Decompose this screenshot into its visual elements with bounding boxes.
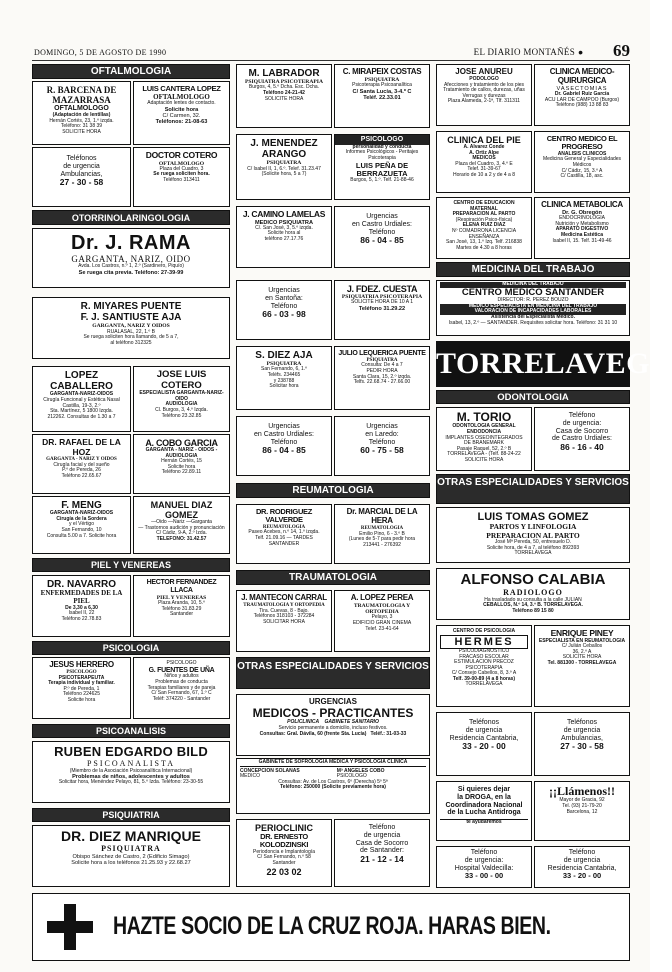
ad-julio-lequerica: JULIO LEQUERICA PUENTE PSIQUIATRA Consulta: De 4 a 7 PEDIR HORA Santa Clara, 15, 2.º izqda. Telfs. 22.68.74 - 27.66.00 — [334, 346, 430, 410]
ad-urgencia-ambulancias-2: Teléfonos de urgencia Ambulancias, 27 - 30 - 58 — [534, 712, 630, 776]
ad-urgencia-valdecilla: Teléfono de urgencia: Hospital Valdecilla: 33 - 00 - 00 — [436, 846, 532, 888]
ad-clinica-medico-quirurgica: CLINICA MEDICO-QUIRURGICA VASECTOMIAS Dr. Gabriel Ruiz García ACU LAR DE CAMPOO (Burgos) Teléfono (988) 13 88 83 — [534, 64, 630, 126]
ad-alfonso-calabia: ALFONSO CALABIA RADIOLOGO Ha trasladado su consulta a la calle JULIAN CEBALLOS, N.º 14, 3.º B. TORRELAVEGA. Teléfono 89 15 80 — [436, 568, 630, 620]
band-otras-especialidades: OTRAS ESPECIALIDADES Y SERVICIOS — [236, 657, 430, 689]
ad-lopez-caballero: LOPEZ CABALLERO GARGANTA-NARIZ-OIDOS Cirugía Funcional y Estética Nasal Castilla, 19-3, 2.º Sta. Martínez, 5 1800 Izqda. 212262. Consultas de 1.30 a 7 — [32, 366, 131, 432]
ad-rodriguez-valverde: DR. RODRIGUEZ VALVERDE REUMATOLOGIA Paseo Acebes, n.º 14, 1.º izqda. Telf. 21.09.16 — TARDES SANTANDER — [236, 504, 332, 564]
ad-jose-anureu: JOSE ANUREU PODOLOGO Afecciones y tratamiento de los pies Tratamiento de callos, durezas, uñas Verrugas y durezas Plaza Alameda, 2-1ª, Tlf. 311311 — [436, 64, 532, 126]
red-cross-icon — [47, 904, 93, 950]
band-reumatologia: REUMATOLOGIA — [236, 483, 430, 498]
ad-diaz-gomez: MANUEL DIAZ GOMEZ —Oido —Nariz —Garganta — Trastornos audición y pronunciación C/ Cádiz, 9-A, 2.º Izda. TELEFONO: 31.42.57 — [133, 496, 230, 554]
ad-torio: M. TORIO ODONTOLOGIA GENERAL ENDODONCIA IMPLANTES OSEOINTEGRADOS DE BRANEMARK Pasaje Raquel, 52, 2.º B TORRELAVEGA - (Telf. 88-24-22 SOLICITE HORA — [436, 407, 532, 471]
ad-enrique-piney: ENRIQUE PINEY ESPECIALISTA EN REUMATOLOGIA C/ Julián Ceballos 36, 2.º A SOLICITE HORA Tel. 881300 - TORRELAVEGA — [534, 625, 630, 707]
ad-urgencia-residencia-2: Teléfono de urgencia Residencia Cantabria, 33 - 20 - 00 — [534, 846, 630, 888]
band-otorrino: OTORRINOLARINGOLOGIA — [32, 210, 230, 225]
header-newspaper: EL DIARIO MONTAÑÉS — [473, 47, 575, 57]
ad-gabinete-sofrologia: GABINETE DE SOFROLOGIA MEDICA Y PSICOLOGIA CLINICA CONCEPCION SOLANAS MEDICO Mª ANGELES COBO PSICOLOGO Consultas: Av. de Los Castros, 6º (Derecha) 5º 5ª Teléfono: 250000 (Solicite previamente hora) — [236, 758, 430, 814]
ad-clinica-del-pie: CLINICA DEL PIE A. Alvarez Conde A. Ortiz Alpe MEDICOS Plaza del Cuadro, 3, 4.º E Telef. 31-39-67 Horario de 10 a 2 y de 4 a 8 — [436, 131, 532, 193]
ad-centro-hermes: CENTRO DE PSICOLOGIA HERMES PSICODIAGNOSTICO FRACASO ESCOLAR ESTIMULACION PRECOZ PSICOTERAPIA C/ Consejo Cabellos, 8, 3.º A Telf. 39-00-89 (4 a 8 horas) TORRELAVEGA — [436, 625, 532, 707]
ad-navarro: DR. NAVARRO ENFERMEDADES DE LA PIEL De 3,30 a 6,30 Isabel II, 22 Teléfono 22.78.83 — [32, 575, 131, 637]
header-bullet: • — [578, 44, 583, 60]
band-oftalmologia: OFTALMOLOGIA — [32, 64, 230, 79]
ad-droga: Si quieres dejar la DROGA, en la Coordinadora Nacional de la Lucha Antidroga te ayudaremos — [436, 781, 532, 841]
ad-perioclinic: PERIOCLINIC DR. ERNESTO KOLODZINSKI Periodoncia e Implantología C/ San Fernando, n.º 58 Santander 22 03 02 — [236, 819, 332, 887]
page-header — [0, 0, 650, 62]
ad-fuentes-de-una: PSICOLOGO G. FUENTES DE UÑA Niños y adultos Problemas de conducta Terapias familiares y de pareja C/ San Fernando, 67, 1.º C Teléf: 374220 - Santander — [133, 657, 230, 719]
header-rule — [32, 60, 630, 61]
ad-urgencia-ambulancias: Teléfonos de urgencia Ambulancias, 27 - 30 - 58 — [32, 147, 131, 207]
ad-jesus-herrero: JESUS HERRERO PSICOLOGO PSICOTERAPEUTA Terapia individual y familiar. P.º de Pereda, 1 Teléfono 224625 Solicite hora — [32, 657, 131, 719]
ad-cantera: LUIS CANTERA LOPEZ OFTALMOLOGO Adaptación lentes de contacto. Solicite hora C/ Carmen, 32. Teléfonos: 21-08-63 — [133, 81, 230, 145]
band-traumatologia: TRAUMATOLOGIA — [236, 570, 430, 585]
ad-urgencia-residencia: Teléfonos de urgencia Residencia Cantabria, 33 - 20 - 00 — [436, 712, 532, 776]
ad-urgencias-castro: Urgencias en Castro Urdiales: Teléfono 86 - 04 - 85 — [334, 206, 430, 268]
ad-urgencias-castro-2: Urgencias en Castro Urdiales: Teléfono 86 - 04 - 85 — [236, 416, 332, 476]
ad-de-la-hoz: DR. RAFAEL DE LA HOZ GARGANTA - NARIZ Y OIDOS Cirugía facial y del sueño P.º de Pereda, 26 Teléfono 22.65.67 — [32, 434, 131, 494]
ad-lopez-perea: A. LOPEZ PEREA TRAUMATOLOGIA Y ORTOPEDIA Pelayo, 3 EDIFICIO GRAN CINEMA Telef. 23-41-64 — [334, 590, 430, 652]
ad-fernandez-llaca: HECTOR FERNANDEZ LLACA PIEL Y VENEREAS Plaza Aranda, 10, 5.º Teléfono 31.83.29 Santander — [133, 575, 230, 637]
ad-centro-medico-santander: MEDICINA DEL TRABAJO CENTRO MEDICO SANTANDER DIRECTOR: R. PEREZ BOUZO MEDICO ESPECIALISTA EN MEDICINA DEL TRABAJO VALORACION DE INCAPACIDADES LABORALES Asistencia del Especialista Médico. Isabel, 13, 2.º — SANTANDER. Requisites solicitar hora. Teléfono: 31 31 10 — [436, 280, 630, 336]
ad-cotero: DOCTOR COTERO OFTALMOLOGO Plaza del Cuadro, 3 Se ruega soliciten hora. Teléfono 313411 — [133, 147, 230, 207]
header-page-number: 69 — [613, 41, 630, 60]
ad-mirapeix: C. MIRAPEIX COSTAS PSIQUIATRA Psicoterapia Psicoanalítica C/ Santa Lucía, 3-4.º C Teléf. 22.33.01 — [334, 64, 430, 128]
band-psicologia: PSICOLOGIA — [32, 641, 230, 655]
ad-marcial-hera: Dr. MARCIAL DE LA HERA REUMATOLOGIA Emilio Pino, 6 - 3.º B (Lunes de 5-7 para pedir hora 213441 - 276392 — [334, 504, 430, 564]
band-psicoanalisis: PSICOANALISIS — [32, 724, 230, 738]
band-otras-especialidades-2: OTRAS ESPECIALIDADES Y SERVICIOS — [436, 474, 630, 504]
cruz-roja-banner — [32, 893, 630, 961]
ad-diez-manrique: DR. DIEZ MANRIQUE PSIQUIATRA Obispo Sánchez de Castro, 2 (Edificio Simago) Solicite hora a los teléfonos 21.25.93 y 22.68.27 — [32, 825, 230, 887]
ad-diez-aja: S. DIEZ AJA PSIQUIATRA San Fernando, 6, 1.º Teléfs. 234465 y 238788 Solicitar hora — [236, 346, 332, 410]
ad-meng: F. MENG GARGANTA-NARIZ-OIDOS Cirugía de la Sordera y el Vértigo San Fernando, 10 Consulta 5.00 a 7. Solicite hora — [32, 496, 131, 554]
ad-camino-lamelas: J. CAMINO LAMELAS MEDICO PSIQUIATRA C/. San José, 3, 5.º izqda. Solicite hora al teléfono 27.17.76 — [236, 206, 332, 268]
ad-cobo-garcia: A. COBO GARCIA GARGANTA - NARIZ - OIDOS - AUDIOLOGIA Hernán Cortés, 15 Solicite hora Teléfono 22.89.11 — [133, 434, 230, 494]
ad-jl-cotero: JOSE LUIS COTERO ESPECIALISTA GARGANTA-NARIZ-OIDO AUDIOLOGIA Cl. Burgos, 3, 4.º Izqda. Teléfono 23.32.85 — [133, 366, 230, 432]
ad-urgencia-santander: Teléfono de urgencia Casa de Socorro de Santander: 21 - 12 - 14 — [334, 819, 430, 887]
ad-miyares: R. MIYARES PUENTE F. J. SANTIUSTE AJA GARGANTA, NARIZ Y OIDOS RUALASAL, 22, 1.º B Se ruega soliciten hora llamando, de 5 a 7, al teléfono 312325 — [32, 297, 230, 359]
band-medicina-trabajo: MEDICINA DEL TRABAJO — [436, 262, 630, 277]
ad-llamenos: ¡¡Llámenos!! Mayor de Gracia, 92 Tel. (93) 21-79-20 Barcelona, 12 — [534, 781, 630, 841]
ad-menendez-arango: J. MENENDEZ ARANGO PSIQUIATRA C/ Isabel II, 1, 6.º. Telef. 31.23.47 (Solicite hora, 5 a 7) — [236, 134, 332, 200]
header-date: DOMINGO, 5 DE AGOSTO DE 1990 — [34, 48, 167, 57]
ad-urgencias-santona: Urgencias en Santoña: Teléfono 66 - 03 - 98 — [236, 280, 332, 340]
ad-barcena: R. BARCENA DE MAZARRASA OFTALMOLOGO (Adaptación de lentillas) Hernán Cortés, 23, 1.º izqda. Teléfono: 31 38 39 SOLICITE HORA — [32, 81, 131, 145]
ad-clinica-metabolica: CLINICA METABOLICA Dr. G. Obregón ENDOCRINOLOGIA Nutrición y Metabolismo APARATO DIGESTIVO Medicina Estética Isabel II, 15. Telf. 31-49-46 — [534, 197, 630, 259]
ad-pena-berrazueta: PSICOLOGO personalidad y conducta Informes Psicológicos - Peritajes Psicoterapia LUIS PEÑA DE BERRAZUETA Burgos, 5, 1.º. Telf. 21-88-46 — [334, 134, 430, 200]
ad-fdez-cuesta: J. FDEZ. CUESTA PSIQUIATRIA PSICOTERAPIA SOLICITE HORA DE 10 A 1 Teléfono 31.29.22 — [334, 280, 430, 340]
band-piel: PIEL Y VENEREAS — [32, 558, 230, 572]
torrelavega-banner: TORRELAVEGA — [436, 341, 630, 387]
band-psiquiatria: PSIQUIATRIA — [32, 808, 230, 822]
ad-rama: Dr. J. RAMA GARGANTA, NARIZ, OIDO Avda. Los Castros, n.º 1, 2.º (Sardinero, Piquío) Se ruega cita previa. Teléfono: 27-39-99 — [32, 228, 230, 288]
ad-educacion-maternal: CENTRO DE EDUCACION MATERNAL PREPARACION AL PARTO (Respiración Psico-física) ELENA RUIZ DIAZ Nº COMADRONA LICENCIA ENSEÑANZA San José, 13, 1.º Izq. Telf. 216838 Martes de 4.30 a 8 horas — [436, 197, 532, 259]
ad-centro-medico-progreso: CENTRO MEDICO EL PROGRESO ANALISIS CLINICOS Medicina General y Especialidades Médicos C/ Cádiz, 15, 3.º A C/ Castilla, 18, asc. — [534, 131, 630, 193]
ad-urgencias-laredo: Urgencias en Laredo: Teléfono 60 - 75 - 58 — [334, 416, 430, 476]
band-odontologia: ODONTOLOGIA — [436, 390, 630, 404]
ad-luis-tomas-gomez: LUIS TOMAS GOMEZ PARTOS Y LINFOLOGIA PREPARACION AL PARTO José Mª Pereda, 50, entresuelo D. Solicite hora, de 4 a 7, al teléfono 892393 TORRELAVEGA — [436, 507, 630, 563]
ad-labrador: M. LABRADOR PSIQUIATRA PSICOTERAPIA Burgos, 4, 5.º Dcha. Esc. Dcha. Teléfono 24-21-42 SOLICITE HORA — [236, 64, 332, 128]
ad-mantecon-carral: J. MANTECON CARRAL TRAUMATOLOGIA Y ORTOPEDIA Tira. Cuevas, 8 - Bajo. Teléfonos 318103 - 372284 SOLICITAR HORA — [236, 590, 332, 652]
ad-urgencia-castro-socorro: Teléfono de urgencia: Casa de Socorro de Castro Urdiales: 86 - 16 - 40 — [534, 407, 630, 471]
ad-urgencias-medicos: URGENCIAS MEDICOS - PRACTICANTES POLICLINICA GABINETE SANITARIO Servicio permanente a domicilio, incluso festivos. Consultas: Gral. Dávila, 60 (frente Sta. Lucía) Teléf.: 31-03-33 — [236, 694, 430, 756]
cruz-roja-slogan: HAZTE SOCIO DE LA CRUZ ROJA. HARAS BIEN. — [113, 912, 551, 940]
ad-ruben-bild: RUBEN EDGARDO BILD PSICOANALISTA (Miembro de la Asociación Psicoanalítica Internacional) Problemas de niños, adolescentes y adultos Solicitar hora, Menéndez Pelayo, 81, 5.º Izda. Teléfono: 23-30-55 — [32, 741, 230, 803]
